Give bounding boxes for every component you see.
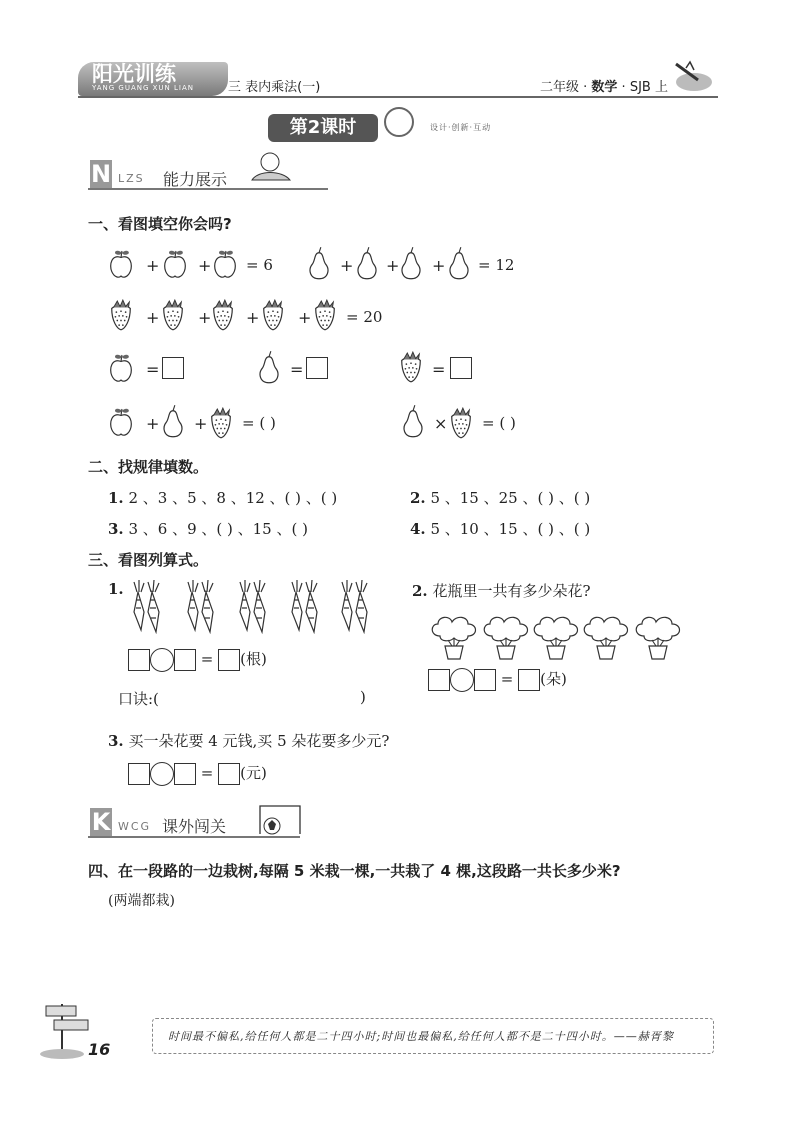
- times-sign: ×: [434, 414, 448, 433]
- equation-result: = 12: [478, 256, 515, 274]
- equals-sign: =: [432, 360, 446, 379]
- equation-result: = 6: [246, 256, 273, 274]
- flowerpot-icon: [580, 616, 632, 660]
- strawberry-icon: [260, 296, 286, 332]
- plus-sign: +: [386, 256, 400, 275]
- pear-icon: [256, 348, 282, 386]
- operator-circle[interactable]: [150, 762, 174, 786]
- section-title: 能力展示: [163, 170, 228, 189]
- footer-quote: 时间最不偏私,给任何人都是二十四小时;时间也最偏私,给任何人都不是二十四小时。——赫胥黎: [168, 1030, 674, 1043]
- equation-row-1: = (根): [128, 648, 267, 672]
- answer-box[interactable]: [518, 669, 540, 691]
- strawberry-icon: [208, 404, 234, 440]
- logo-title: 阳光训练: [92, 62, 176, 86]
- alarm-clock-icon: [384, 107, 414, 137]
- plus-sign: +: [340, 256, 354, 275]
- strawberry-icon: [210, 296, 236, 332]
- unit-label: (元): [240, 764, 267, 782]
- problem-2: 2. 花瓶里一共有多少朵花?: [412, 582, 591, 600]
- answer-box[interactable]: [174, 649, 196, 671]
- equation-row-3: = (元): [128, 762, 267, 786]
- equals-sign: =: [290, 360, 304, 379]
- carrot-bundle-icon: [130, 578, 166, 634]
- problem-1-number: 1.: [108, 580, 124, 598]
- hat-girl-icon: [248, 150, 294, 190]
- answer-box[interactable]: [162, 357, 184, 379]
- header-rule: [78, 96, 718, 98]
- pattern-item-3[interactable]: 3. 3 、6 、9 、( ) 、15 、( ): [108, 520, 308, 538]
- apple-icon: [108, 406, 134, 438]
- apple-icon: [212, 248, 238, 280]
- koujue-label: 口诀:(: [118, 690, 159, 708]
- pear-icon: [306, 244, 332, 282]
- flowerpot-icon: [428, 616, 480, 660]
- answer-box[interactable]: [174, 763, 196, 785]
- flowerpot-icon: [632, 616, 684, 660]
- operator-circle[interactable]: [150, 648, 174, 672]
- series-logo: [78, 62, 228, 96]
- strawberry-icon: [160, 296, 186, 332]
- pear-icon: [446, 244, 472, 282]
- equals-sign: =: [146, 360, 160, 379]
- grade-label: 二年级 · 数学 · SJB 上: [540, 80, 668, 95]
- answer-parentheses[interactable]: = ( ): [242, 414, 276, 432]
- strawberry-icon: [108, 296, 134, 332]
- plus-sign: +: [146, 414, 160, 433]
- unit-label: (朵): [540, 670, 567, 688]
- lesson-badge: 第2课时: [268, 114, 378, 142]
- equation-row-2: = (朵): [428, 668, 567, 692]
- pear-icon: [398, 244, 424, 282]
- operator-circle[interactable]: [450, 668, 474, 692]
- answer-box[interactable]: [128, 763, 150, 785]
- carrot-bundle-icon: [338, 578, 374, 634]
- plus-sign: +: [246, 308, 260, 327]
- pear-icon: [400, 402, 426, 440]
- answer-box[interactable]: [128, 649, 150, 671]
- equation-result: = 20: [346, 308, 383, 326]
- carrot-bundle-icon: [236, 578, 272, 634]
- strawberry-icon: [398, 348, 424, 384]
- question-1-title: 一、看图填空你会吗?: [88, 215, 232, 233]
- koujue-close[interactable]: ): [360, 688, 366, 706]
- question-3-title: 三、看图列算式。: [88, 551, 209, 569]
- apple-icon: [162, 248, 188, 280]
- apple-icon: [108, 352, 134, 384]
- question-2-title: 二、找规律填数。: [88, 458, 209, 476]
- strawberry-icon: [312, 296, 338, 332]
- plus-sign: +: [198, 256, 212, 275]
- lesson-subtitle: 设计·创新·互动: [430, 123, 492, 132]
- answer-box[interactable]: [450, 357, 472, 379]
- answer-box[interactable]: [218, 763, 240, 785]
- plus-sign: +: [146, 308, 160, 327]
- question-4-title: 四、在一段路的一边栽树,每隔 5 米栽一棵,一共栽了 4 棵,这段路一共长多少米?: [88, 862, 621, 880]
- pear-icon: [160, 402, 186, 440]
- plus-sign: +: [432, 256, 446, 275]
- answer-box[interactable]: [428, 669, 450, 691]
- pear-icon: [354, 244, 380, 282]
- section-title: 课外闯关: [162, 817, 227, 836]
- flowerpot-icon: [480, 616, 532, 660]
- answer-box[interactable]: [218, 649, 240, 671]
- section-code: LZS: [118, 172, 145, 185]
- carrot-bundle-icon: [184, 578, 220, 634]
- problem-3: 3. 买一朵花要 4 元钱,买 5 朵花要多少元?: [108, 732, 390, 750]
- pattern-item-4[interactable]: 4. 5 、10 、15 、( ) 、( ): [410, 520, 591, 538]
- section-letter: N: [90, 160, 112, 188]
- flowerpot-icon: [530, 616, 582, 660]
- pencil-hand-icon: [668, 56, 716, 96]
- carrot-bundle-icon: [288, 578, 324, 634]
- pattern-item-2[interactable]: 2. 5 、15 、25 、( ) 、( ): [410, 489, 591, 507]
- answer-box[interactable]: [306, 357, 328, 379]
- soccer-goal-icon: [256, 800, 302, 836]
- unit-label: (根): [240, 650, 267, 668]
- logo-subtitle: YANG GUANG XUN LIAN: [92, 84, 194, 92]
- question-4-note: (两端都栽): [108, 893, 175, 909]
- section-code: WCG: [118, 820, 152, 833]
- strawberry-icon: [448, 404, 474, 440]
- plus-sign: +: [146, 256, 160, 275]
- section-letter: K: [91, 808, 111, 836]
- plus-sign: +: [298, 308, 312, 327]
- plus-sign: +: [198, 308, 212, 327]
- apple-icon: [108, 248, 134, 280]
- plus-sign: +: [194, 414, 208, 433]
- chapter-title: 三 表内乘法(一): [228, 80, 321, 95]
- pattern-item-1[interactable]: 1. 2 、3 、5 、8 、12 、( ) 、( ): [108, 489, 338, 507]
- answer-parentheses[interactable]: = ( ): [482, 414, 516, 432]
- signpost-icon: [36, 996, 92, 1060]
- page-number: 16: [88, 1040, 111, 1059]
- answer-box[interactable]: [474, 669, 496, 691]
